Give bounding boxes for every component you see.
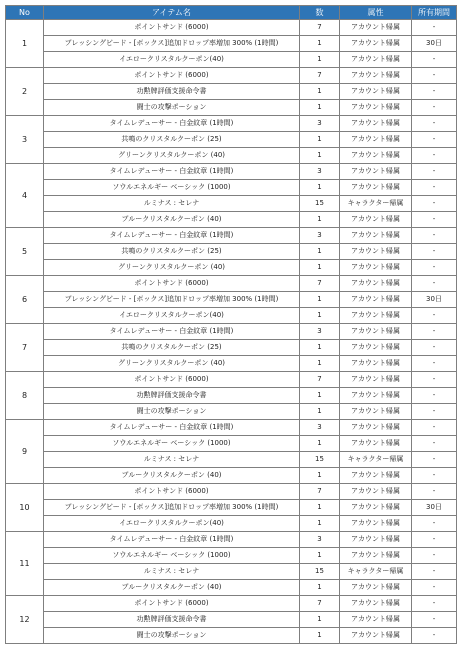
table-row xyxy=(6,52,457,68)
table-row xyxy=(6,212,457,228)
quantity-cell: 1 xyxy=(300,436,340,452)
period-cell: - xyxy=(412,196,457,212)
quantity-cell: 7 xyxy=(300,68,340,84)
period-cell: 30日 xyxy=(412,292,457,308)
quantity-cell: 7 xyxy=(300,596,340,612)
table-row xyxy=(6,548,457,564)
item-name-cell: ブルークリスタルクーポン (40) xyxy=(44,212,300,228)
quantity-cell: 7 xyxy=(300,484,340,500)
quantity-cell: 3 xyxy=(300,228,340,244)
table-row xyxy=(6,452,457,468)
attribute-cell: アカウント帰属 xyxy=(340,244,412,260)
table-row xyxy=(6,436,457,452)
row-number-cell: 1 xyxy=(6,20,44,68)
quantity-cell: 3 xyxy=(300,420,340,436)
period-cell: - xyxy=(412,356,457,372)
period-cell: - xyxy=(412,548,457,564)
item-name-cell: 功勲牌評価支援命令書 xyxy=(44,612,300,628)
quantity-cell: 1 xyxy=(300,628,340,644)
quantity-cell: 3 xyxy=(300,532,340,548)
attribute-cell: アカウント帰属 xyxy=(340,116,412,132)
item-name-cell: タイムレデューサー - 白金紋章 (1時間) xyxy=(44,164,300,180)
row-number-cell: 2 xyxy=(6,68,44,116)
quantity-cell: 1 xyxy=(300,404,340,420)
quantity-cell: 1 xyxy=(300,212,340,228)
attribute-cell: アカウント帰属 xyxy=(340,468,412,484)
attribute-cell: キャラクター帰属 xyxy=(340,196,412,212)
period-cell: - xyxy=(412,532,457,548)
quantity-cell: 7 xyxy=(300,20,340,36)
item-name-cell: ポイントサンド (6000) xyxy=(44,596,300,612)
period-cell: - xyxy=(412,132,457,148)
attribute-cell: アカウント帰属 xyxy=(340,148,412,164)
item-name-cell: ブレッシングビード - [ボックス]追加ドロップ率増加 300% (1時間) xyxy=(44,500,300,516)
quantity-cell: 1 xyxy=(300,356,340,372)
quantity-cell: 1 xyxy=(300,84,340,100)
item-name-cell: グリーンクリスタルクーポン (40) xyxy=(44,260,300,276)
period-cell: - xyxy=(412,484,457,500)
header-attribute: 属性 xyxy=(340,6,412,20)
row-number-cell: 8 xyxy=(6,372,44,420)
table-row xyxy=(6,148,457,164)
table-row xyxy=(6,36,457,52)
table-row xyxy=(6,196,457,212)
period-cell: - xyxy=(412,516,457,532)
item-name-cell: タイムレデューサー - 白金紋章 (1時間) xyxy=(44,420,300,436)
table-header-row xyxy=(6,6,457,20)
attribute-cell: アカウント帰属 xyxy=(340,36,412,52)
item-name-cell: ソウルエネルギー ベーシック (1000) xyxy=(44,548,300,564)
period-cell: - xyxy=(412,68,457,84)
quantity-cell: 1 xyxy=(300,292,340,308)
attribute-cell: アカウント帰属 xyxy=(340,324,412,340)
quantity-cell: 1 xyxy=(300,340,340,356)
quantity-cell: 15 xyxy=(300,196,340,212)
table-row xyxy=(6,180,457,196)
table-row xyxy=(6,580,457,596)
period-cell: - xyxy=(412,84,457,100)
table-row xyxy=(6,388,457,404)
item-name-cell: 闘士の攻撃ポーション xyxy=(44,100,300,116)
attribute-cell: アカウント帰属 xyxy=(340,548,412,564)
item-name-cell: ポイントサンド (6000) xyxy=(44,276,300,292)
reward-table xyxy=(5,5,457,644)
table-row xyxy=(6,356,457,372)
header-item-name: アイテム名 xyxy=(44,6,300,20)
item-name-cell: グリーンクリスタルクーポン (40) xyxy=(44,356,300,372)
attribute-cell: アカウント帰属 xyxy=(340,500,412,516)
item-name-cell: グリーンクリスタルクーポン (40) xyxy=(44,148,300,164)
attribute-cell: アカウント帰属 xyxy=(340,164,412,180)
period-cell: - xyxy=(412,388,457,404)
row-number-cell: 3 xyxy=(6,116,44,164)
quantity-cell: 1 xyxy=(300,500,340,516)
row-number-cell: 7 xyxy=(6,324,44,372)
item-name-cell: ポイントサンド (6000) xyxy=(44,372,300,388)
item-name-cell: ルミナス : セレナ xyxy=(44,196,300,212)
header-period: 所有期間 xyxy=(412,6,457,20)
period-cell: - xyxy=(412,404,457,420)
table-row xyxy=(6,468,457,484)
item-name-cell: 功勲牌評価支援命令書 xyxy=(44,84,300,100)
period-cell: 30日 xyxy=(412,36,457,52)
header-quantity: 数 xyxy=(300,6,340,20)
period-cell: - xyxy=(412,436,457,452)
table-row xyxy=(6,244,457,260)
period-cell: - xyxy=(412,308,457,324)
item-name-cell: ソウルエネルギー ベーシック (1000) xyxy=(44,436,300,452)
item-name-cell: ルミナス : セレナ xyxy=(44,452,300,468)
item-name-cell: タイムレデューサー - 白金紋章 (1時間) xyxy=(44,532,300,548)
table-row xyxy=(6,500,457,516)
period-cell: - xyxy=(412,340,457,356)
attribute-cell: アカウント帰属 xyxy=(340,580,412,596)
period-cell: - xyxy=(412,276,457,292)
item-name-cell: 共鳴のクリスタルクーポン (25) xyxy=(44,244,300,260)
attribute-cell: アカウント帰属 xyxy=(340,100,412,116)
row-number-cell: 10 xyxy=(6,484,44,532)
item-name-cell: 功勲牌評価支援命令書 xyxy=(44,388,300,404)
quantity-cell: 3 xyxy=(300,164,340,180)
item-name-cell: 共鳴のクリスタルクーポン (25) xyxy=(44,132,300,148)
row-number-cell: 9 xyxy=(6,420,44,484)
table-row xyxy=(6,308,457,324)
attribute-cell: キャラクター帰属 xyxy=(340,564,412,580)
table-row xyxy=(6,420,457,436)
attribute-cell: アカウント帰属 xyxy=(340,212,412,228)
table-row xyxy=(6,372,457,388)
attribute-cell: アカウント帰属 xyxy=(340,596,412,612)
attribute-cell: アカウント帰属 xyxy=(340,356,412,372)
item-name-cell: イエロークリスタルクーポン(40) xyxy=(44,516,300,532)
item-name-cell: 闘士の攻撃ポーション xyxy=(44,628,300,644)
attribute-cell: アカウント帰属 xyxy=(340,308,412,324)
item-name-cell: ルミナス : セレナ xyxy=(44,564,300,580)
period-cell: - xyxy=(412,164,457,180)
attribute-cell: アカウント帰属 xyxy=(340,484,412,500)
item-name-cell: タイムレデューサー - 白金紋章 (1時間) xyxy=(44,228,300,244)
row-number-cell: 11 xyxy=(6,532,44,596)
quantity-cell: 1 xyxy=(300,52,340,68)
item-name-cell: 共鳴のクリスタルクーポン (25) xyxy=(44,340,300,356)
item-name-cell: イエロークリスタルクーポン(40) xyxy=(44,52,300,68)
row-number-cell: 6 xyxy=(6,276,44,324)
item-name-cell: ブルークリスタルクーポン (40) xyxy=(44,468,300,484)
item-name-cell: ソウルエネルギー ベーシック (1000) xyxy=(44,180,300,196)
attribute-cell: アカウント帰属 xyxy=(340,436,412,452)
table-row xyxy=(6,564,457,580)
quantity-cell: 1 xyxy=(300,244,340,260)
table-row xyxy=(6,532,457,548)
table-row xyxy=(6,628,457,644)
period-cell: - xyxy=(412,468,457,484)
row-number-cell: 12 xyxy=(6,596,44,644)
attribute-cell: アカウント帰属 xyxy=(340,132,412,148)
period-cell: - xyxy=(412,612,457,628)
attribute-cell: アカウント帰属 xyxy=(340,260,412,276)
period-cell: - xyxy=(412,148,457,164)
period-cell: - xyxy=(412,180,457,196)
period-cell: - xyxy=(412,372,457,388)
quantity-cell: 1 xyxy=(300,580,340,596)
row-number-cell: 4 xyxy=(6,164,44,228)
attribute-cell: アカウント帰属 xyxy=(340,68,412,84)
quantity-cell: 3 xyxy=(300,324,340,340)
item-name-cell: ブレッシングビード - [ボックス]追加ドロップ率増加 300% (1時間) xyxy=(44,292,300,308)
item-name-cell: タイムレデューサー - 白金紋章 (1時間) xyxy=(44,116,300,132)
item-name-cell: タイムレデューサー - 白金紋章 (1時間) xyxy=(44,324,300,340)
table-row xyxy=(6,596,457,612)
item-name-cell: イエロークリスタルクーポン(40) xyxy=(44,308,300,324)
period-cell: - xyxy=(412,212,457,228)
table-row xyxy=(6,260,457,276)
quantity-cell: 1 xyxy=(300,388,340,404)
period-cell: - xyxy=(412,52,457,68)
item-name-cell: ブルークリスタルクーポン (40) xyxy=(44,580,300,596)
attribute-cell: アカウント帰属 xyxy=(340,52,412,68)
quantity-cell: 1 xyxy=(300,468,340,484)
quantity-cell: 1 xyxy=(300,36,340,52)
quantity-cell: 15 xyxy=(300,564,340,580)
table-row xyxy=(6,404,457,420)
period-cell: - xyxy=(412,324,457,340)
quantity-cell: 1 xyxy=(300,612,340,628)
attribute-cell: アカウント帰属 xyxy=(340,292,412,308)
item-name-cell: ポイントサンド (6000) xyxy=(44,484,300,500)
quantity-cell: 1 xyxy=(300,100,340,116)
table-row xyxy=(6,340,457,356)
row-number-cell: 5 xyxy=(6,228,44,276)
period-cell: - xyxy=(412,596,457,612)
table-row xyxy=(6,116,457,132)
item-name-cell: ブレッシングビード - [ボックス]追加ドロップ率増加 300% (1時間) xyxy=(44,36,300,52)
period-cell: - xyxy=(412,20,457,36)
item-name-cell: ポイントサンド (6000) xyxy=(44,68,300,84)
attribute-cell: アカウント帰属 xyxy=(340,532,412,548)
table-body xyxy=(6,20,457,644)
quantity-cell: 7 xyxy=(300,372,340,388)
attribute-cell: アカウント帰属 xyxy=(340,516,412,532)
attribute-cell: キャラクター帰属 xyxy=(340,452,412,468)
period-cell: - xyxy=(412,228,457,244)
table-row xyxy=(6,20,457,36)
attribute-cell: アカウント帰属 xyxy=(340,388,412,404)
attribute-cell: アカウント帰属 xyxy=(340,228,412,244)
quantity-cell: 1 xyxy=(300,132,340,148)
attribute-cell: アカウント帰属 xyxy=(340,628,412,644)
period-cell: - xyxy=(412,116,457,132)
period-cell: - xyxy=(412,580,457,596)
period-cell: 30日 xyxy=(412,500,457,516)
table-row xyxy=(6,324,457,340)
table-row xyxy=(6,276,457,292)
item-name-cell: 闘士の攻撃ポーション xyxy=(44,404,300,420)
quantity-cell: 1 xyxy=(300,148,340,164)
period-cell: - xyxy=(412,564,457,580)
quantity-cell: 1 xyxy=(300,260,340,276)
quantity-cell: 3 xyxy=(300,116,340,132)
table-row xyxy=(6,164,457,180)
period-cell: - xyxy=(412,452,457,468)
quantity-cell: 1 xyxy=(300,516,340,532)
reward-table-container xyxy=(5,5,456,644)
table-row xyxy=(6,84,457,100)
period-cell: - xyxy=(412,260,457,276)
period-cell: - xyxy=(412,628,457,644)
attribute-cell: アカウント帰属 xyxy=(340,340,412,356)
period-cell: - xyxy=(412,420,457,436)
attribute-cell: アカウント帰属 xyxy=(340,612,412,628)
header-no: No xyxy=(6,6,44,20)
attribute-cell: アカウント帰属 xyxy=(340,20,412,36)
table-row xyxy=(6,292,457,308)
attribute-cell: アカウント帰属 xyxy=(340,372,412,388)
table-row xyxy=(6,132,457,148)
period-cell: - xyxy=(412,244,457,260)
attribute-cell: アカウント帰属 xyxy=(340,84,412,100)
attribute-cell: アカウント帰属 xyxy=(340,276,412,292)
table-row xyxy=(6,228,457,244)
quantity-cell: 7 xyxy=(300,276,340,292)
table-row xyxy=(6,516,457,532)
quantity-cell: 1 xyxy=(300,180,340,196)
quantity-cell: 1 xyxy=(300,548,340,564)
attribute-cell: アカウント帰属 xyxy=(340,420,412,436)
item-name-cell: ポイントサンド (6000) xyxy=(44,20,300,36)
attribute-cell: アカウント帰属 xyxy=(340,404,412,420)
attribute-cell: アカウント帰属 xyxy=(340,180,412,196)
quantity-cell: 15 xyxy=(300,452,340,468)
table-row xyxy=(6,484,457,500)
table-row xyxy=(6,68,457,84)
quantity-cell: 1 xyxy=(300,308,340,324)
table-row xyxy=(6,100,457,116)
table-row xyxy=(6,612,457,628)
period-cell: - xyxy=(412,100,457,116)
